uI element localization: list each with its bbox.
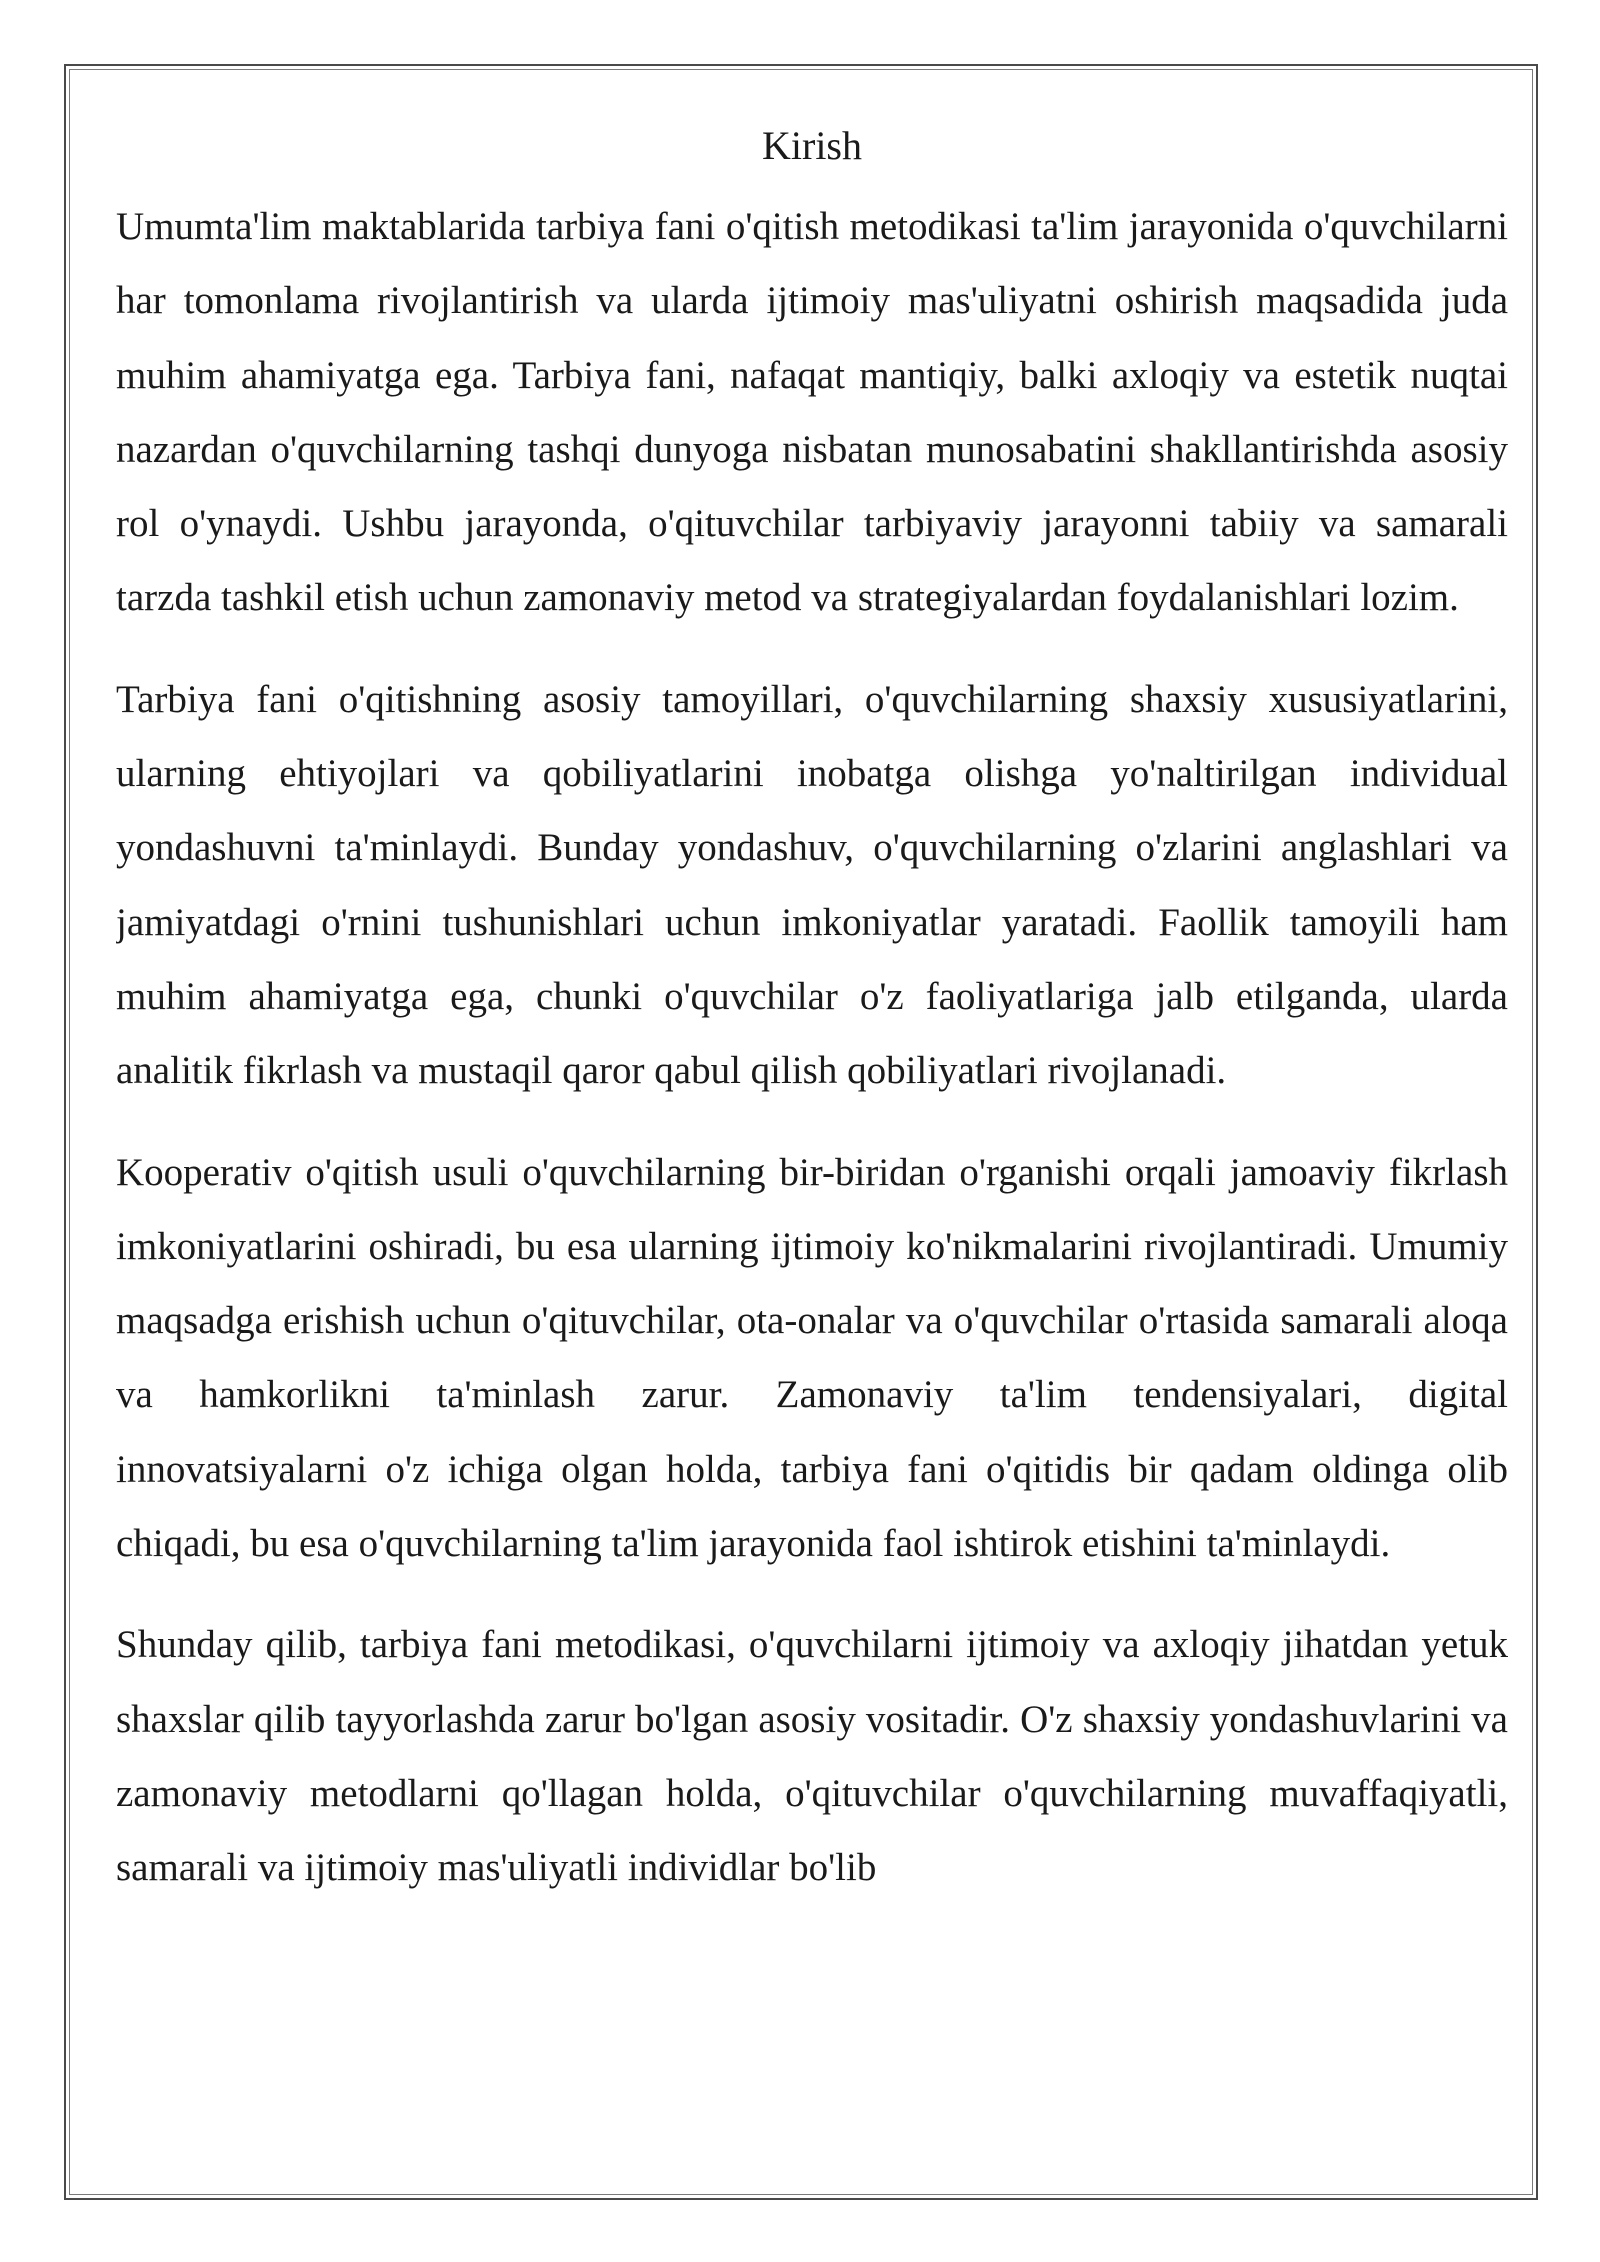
paragraph-2: Tarbiya fani o'qitishning asosiy tamoyillari, o'quvchilarning shaxsiy xususiyatlarini, ularning ehtiyojlari va qobiliyatlarini inobatga olishga yo'naltirilgan individual yondashuvni ta'minlaydi. Bunday yondashuv, o'quvchilarning o'zlarini anglashlari va jamiyatdagi o'rnini tushunishlari uchun imkoniyatlar yaratadi. Faollik tamoyili ham muhim ahamiyatga ega, chunki o'quvchilar o'z faoliyatlariga jalb etilganda, ularda analitik fikrlash va mustaqil qaror qabul qilish qobiliyatlari rivojlanadi.	[116, 677, 1508, 1093]
page-border	[64, 64, 1538, 2200]
paragraph-3: Kooperativ o'qitish usuli o'quvchilarning bir-biridan o'rganishi orqali jamoaviy fikrlash imkoniyatlarini oshiradi, bu esa ularning ijtimoiy ko'nikmalarini rivojlantiradi. Umumiy maqsadga erishish uchun o'qituvchilar, ota-onalar va o'quvchilar o'rtasida samarali aloqa va hamkorlikni ta'minlash zarur. Zamonaviy ta'lim tendensiyalari, digital innovatsiyalarni o'z ichiga olgan holda, tarbiya fani o'qitidis bir qadam oldinga olib chiqadi, bu esa o'quvchilarning ta'lim jarayonida faol ishtirok etishini ta'minlaydi.	[116, 1150, 1508, 1566]
paragraph-4: Shunday qilib, tarbiya fani metodikasi, o'quvchilarni ijtimoiy va axloqiy jihatdan yetuk shaxslar qilib tayyorlashda zarur bo'lgan asosiy vositadir. O'z shaxsiy yondashuvlarini va zamonaviy metodlarni qo'llagan holda, o'qituvchilar o'quvchilarning muvaffaqiyatli, samarali va ijtimoiy mas'uliyatli individlar bo'lib	[116, 1623, 1508, 1890]
document-title: Kirish	[762, 123, 862, 168]
page-content	[116, 116, 1508, 2178]
paragraph-1: Umumta'lim maktablarida tarbiya fani o'qitish metodikasi ta'lim jarayonida o'quvchilarni har tomonlama rivojlantirish va ularda ijtimoiy mas'uliyatni oshirish maqsadida juda muhim ahamiyatga ega. Tarbiya fani, nafaqat mantiqiy, balki axloqiy va estetik nuqtai nazardan o'quvchilarning tashqi dunyoga nisbatan munosabatini shakllantirishda asosiy rol o'ynaydi. Ushbu jarayonda, o'qituvchilar tarbiyaviy jarayonni tabiiy va samarali tarzda tashkil etish uchun zamonaviy metod va strategiyalardan foydalanishlari lozim.	[116, 205, 1508, 620]
